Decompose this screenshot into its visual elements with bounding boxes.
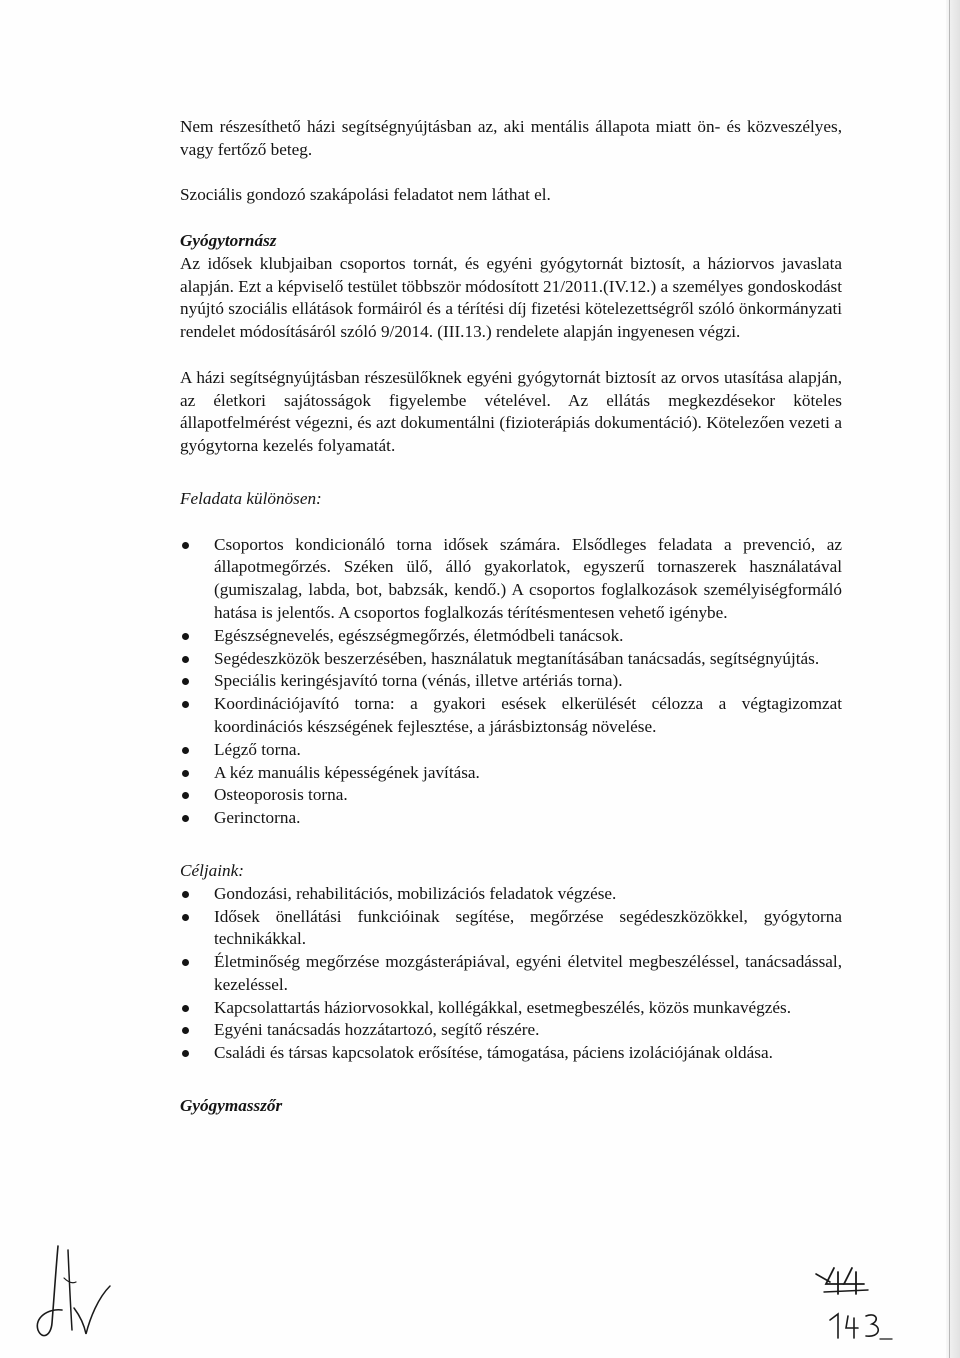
list-item [180, 906, 842, 952]
scan-edge-line [949, 0, 950, 1358]
list-item-text: Segédeszközök beszerzésében, használatuk megtanításában tanácsadás, segítségnyújtás. [214, 648, 820, 668]
list-item [180, 1042, 842, 1065]
bullet-icon [182, 747, 189, 754]
bullet-icon [182, 792, 189, 799]
section-heading-masseur: Gyógymasszőr [180, 1096, 283, 1116]
list-item-text: Speciális keringésjavító torna (vénás, illetve artériás torna). [214, 671, 623, 691]
list-item [180, 997, 842, 1020]
physio-paragraph-2: A házi segítségnyújtásban részesülőknek egyéni gyógytornát biztosít az orvos utasítása alapján, az életkori sajátosságok figyelembe vételével. Az ellátás megkezdésekor köteles állapotfelmérést végezni, és azt dokumentálni (fizioterápiás dokumentáció). Kötelezően vezeti a gyógytorna kezelés folyamatát. [180, 367, 842, 456]
list-item [180, 784, 842, 807]
bullet-icon [182, 701, 189, 708]
list-item-text: A kéz manuális képességének javítása. [214, 762, 480, 782]
list-item [180, 951, 842, 997]
bullet-icon [182, 891, 189, 898]
list-item [180, 762, 842, 785]
bullet-icon [182, 770, 189, 777]
list-item-text: Kapcsolattartás háziorvosokkal, kollégákkal, esetmegbeszélés, közös munkavégzés. [214, 997, 792, 1017]
handwritten-signature [28, 1238, 118, 1348]
list-item-text: Osteoporosis torna. [214, 785, 348, 805]
list-item [180, 693, 842, 739]
list-item-text: Koordinációjavító torna: a gyakori esések elkerülését célozza a végtagizomzat koordinációs készségének fejlesztése, a járásbiztonság növelése. [214, 694, 842, 736]
list-item [180, 534, 842, 625]
list-item-text: Életminőség megőrzése mozgásterápiával, egyéni életvitel megbeszéléssel, tanácsadással, kezeléssel. [214, 952, 842, 994]
bullet-icon [182, 1027, 189, 1034]
list-item [180, 1019, 842, 1042]
handwritten-page-number-143 [826, 1306, 896, 1344]
bullet-icon [182, 656, 189, 663]
list-item-text: Csoportos kondicionáló torna idősek számára. Elsődleges feladata a prevenció, az állapotmegőrzés. Széken ülő, álló gyakorlatok, egyszerű tornaszerek használatával (gumiszalag, labda, bot, babzsák, kendő.) A csoportos foglalkozások személyiségformáló hatása is jelentős. A csoportos foglalkozás térítésmentesen vehető igénybe. [214, 534, 842, 622]
document-body [180, 116, 842, 1118]
list-item-text: Gondozási, rehabilitációs, mobilizációs feladatok végzése. [214, 883, 617, 903]
intro-paragraph-1: Nem részesíthető házi segítségnyújtásban az, aki mentális állapota miatt ön- és közveszélyes, vagy fertőző beteg. [180, 117, 842, 159]
list-item [180, 883, 842, 906]
list-item [180, 625, 842, 648]
intro-paragraph-2: Szociális gondozó szakápolási feladatot nem láthat el. [180, 185, 551, 205]
list-item-text: Idősek önellátási funkcióinak segítése, megőrzése segédeszközökkel, gyógytorna technikákkal. [214, 906, 842, 949]
list-item-text: Családi és társas kapcsolatok erősítése, támogatása, páciens izolációjának oldása. [214, 1043, 773, 1063]
list-item [180, 739, 842, 762]
list-item [180, 648, 842, 671]
section-heading-physio: Gyógytornász [180, 230, 277, 250]
bullet-icon [182, 1005, 189, 1012]
list-item-text: Légző torna. [214, 739, 301, 759]
bullet-icon [182, 678, 189, 685]
goals-list [180, 883, 842, 1065]
goals-heading: Céljaink: [180, 860, 244, 880]
tasks-heading: Feladata különösen: [180, 488, 322, 508]
bullet-icon [182, 1050, 189, 1057]
handwritten-page-number-44 [810, 1262, 870, 1302]
bullet-icon [182, 959, 189, 966]
list-item-text: Egészségnevelés, egészségmegőrzés, életmódbeli tanácsok. [214, 625, 624, 645]
bullet-icon [182, 815, 189, 822]
list-item [180, 807, 842, 830]
bullet-icon [182, 542, 189, 549]
tasks-list [180, 534, 842, 830]
list-item-text: Gerinctorna. [214, 808, 301, 828]
bullet-icon [182, 633, 189, 640]
list-item-text: Egyéni tanácsadás hozzátartozó, segítő részére. [214, 1020, 540, 1040]
physio-paragraph-1: Az idősek klubjaiban csoportos tornát, és egyéni gyógytornát biztosít, a háziorvos javaslata alapján. Ezt a képviselő testület többször módosított 21/2011.(IV.12.) a személyes gondoskodást nyújtó szociális ellátások formáiról és a térítési díj fizetési kötelezettségről szóló önkormányzati rendelet módosításáról szóló 9/2014. (III.13.) rendelete alapján ingyenesen végzi. [180, 253, 842, 342]
bullet-icon [182, 914, 189, 921]
list-item [180, 670, 842, 693]
